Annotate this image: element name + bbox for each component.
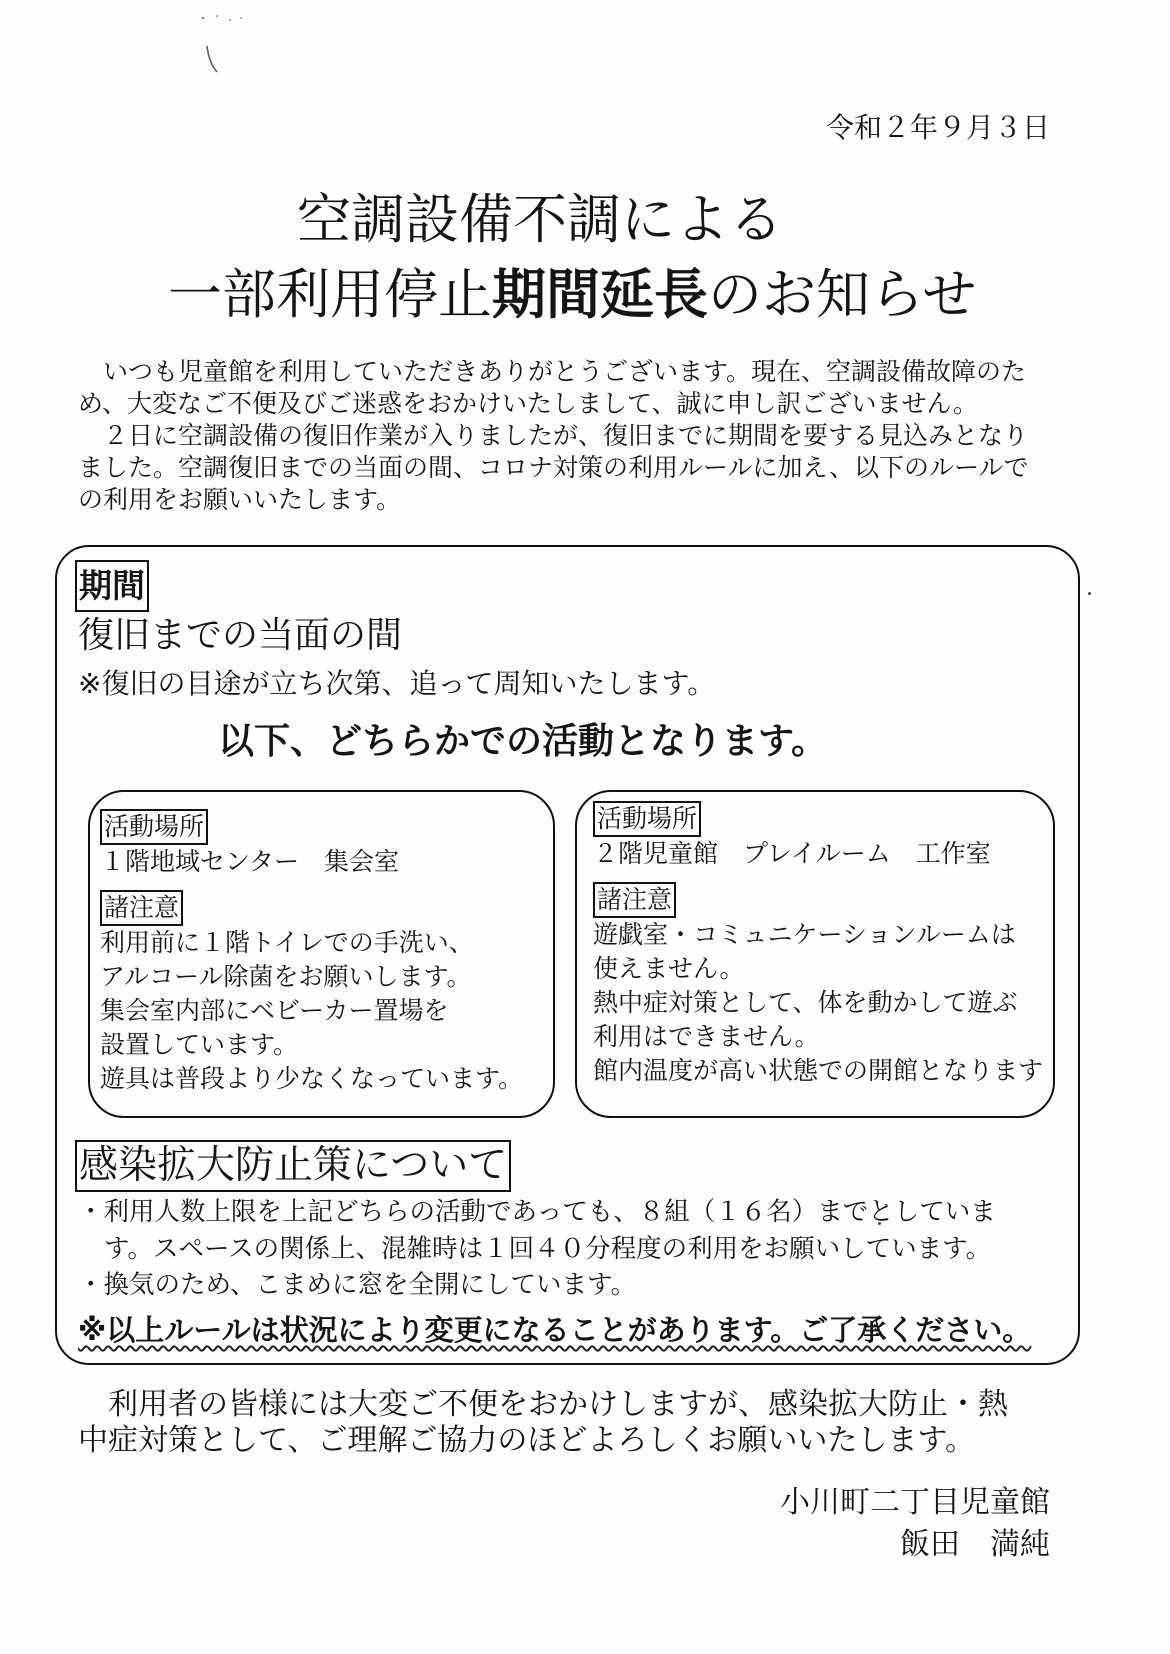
signature-name: 飯田 満純 (900, 1527, 1050, 1562)
title-suffix: のお知らせ (708, 263, 977, 326)
place-label: 活動場所 (593, 801, 701, 837)
note-line: 熱中症対策として、体を動かして遊ぶ (593, 988, 1018, 1017)
period-note: ※復旧の目途が立ち次第、追って周知いたします。 (78, 667, 716, 700)
rules-box (55, 545, 1080, 1365)
note-line: 集会室内部にベビーカー置場を (100, 996, 449, 1025)
closing-line: 利用者の皆様には大変ご不便をおかけしますが、感染拡大防止・熱 (108, 1387, 1008, 1422)
note-line: 設置しています。 (100, 1030, 299, 1059)
period-value: 復旧までの当面の間 (78, 615, 403, 656)
notes-label: 諸注意 (100, 890, 183, 926)
note-line: アルコール除菌をお願いします。 (100, 962, 472, 991)
closing-text (78, 1387, 1008, 1459)
signature-organization: 小川町二丁目児童館 (780, 1485, 1050, 1520)
scan-speck (195, 8, 255, 83)
period-label: 期間 (75, 560, 149, 612)
intro-line: ました。空調復旧までの当面の間、コロナ対策の利用ルールに加え、以下のルールで (78, 453, 1029, 482)
note-line: 使えません。 (593, 954, 745, 983)
signature (780, 1482, 1050, 1566)
scan-speck (1088, 592, 1091, 595)
note-line: 館内温度が高い状態での開館となります (593, 1056, 1044, 1085)
place-name: ２階児童館 プレイルーム 工作室 (593, 839, 991, 868)
bullet-item-continued: す。スペースの関係上、混雑時は１回４０分程度の利用をお願いしています。 (104, 1234, 992, 1264)
note-line: 遊戯室・コミュニケーションルームは (593, 920, 1016, 949)
note-line: 利用前に１階トイレでの手洗い、 (100, 928, 474, 957)
intro-line: の利用をお願いいたします。 (78, 485, 402, 514)
title-emphasis: 期間延長 (492, 263, 708, 326)
title-line-2 (168, 265, 976, 325)
intro-line: いつも児童館を利用していただきありがとうございます。現在、空調設備故障のた (103, 357, 1027, 386)
bullet-item: ・換気のため、こまめに窓を全開にしています。 (78, 1270, 636, 1300)
note-line: 遊具は普段より少なくなっています。 (100, 1064, 524, 1093)
note-line: 利用はできません。 (593, 1022, 820, 1051)
notice-date: 令和２年９月３日 (825, 111, 1050, 144)
intro-line: め、大変なご不便及びご迷惑をおかけいたしまして、誠に申し訳ございません。 (78, 389, 979, 418)
location-card-1f (88, 790, 555, 1118)
infection-control-heading: 感染拡大防止策について (75, 1140, 511, 1192)
title-line-1: 空調設備不調による (297, 188, 783, 251)
intro-line: ２日に空調設備の復旧作業が入りましたが、復旧までに期間を要する見込みとなり (103, 421, 1029, 450)
activity-heading: 以下、どちらかでの活動となります。 (218, 721, 828, 762)
intro-text (78, 356, 1029, 516)
notes-label: 諸注意 (593, 882, 676, 918)
bullet-item: ・利用人数上限を上記どちらの活動であっても、８組（１６名）までとしていま (78, 1197, 996, 1227)
closing-line: 中症対策として、ご理解ご協力のほどよろしくお願いいたします。 (78, 1423, 975, 1458)
place-label: 活動場所 (100, 809, 208, 845)
title-prefix: 一部利用停止 (168, 263, 492, 326)
rules-disclaimer: ※以上ルールは状況により変更になることがあります。ご了承ください。 (78, 1313, 1032, 1347)
place-name: １階地域センター 集会室 (100, 847, 400, 876)
location-card-2f (575, 790, 1055, 1118)
